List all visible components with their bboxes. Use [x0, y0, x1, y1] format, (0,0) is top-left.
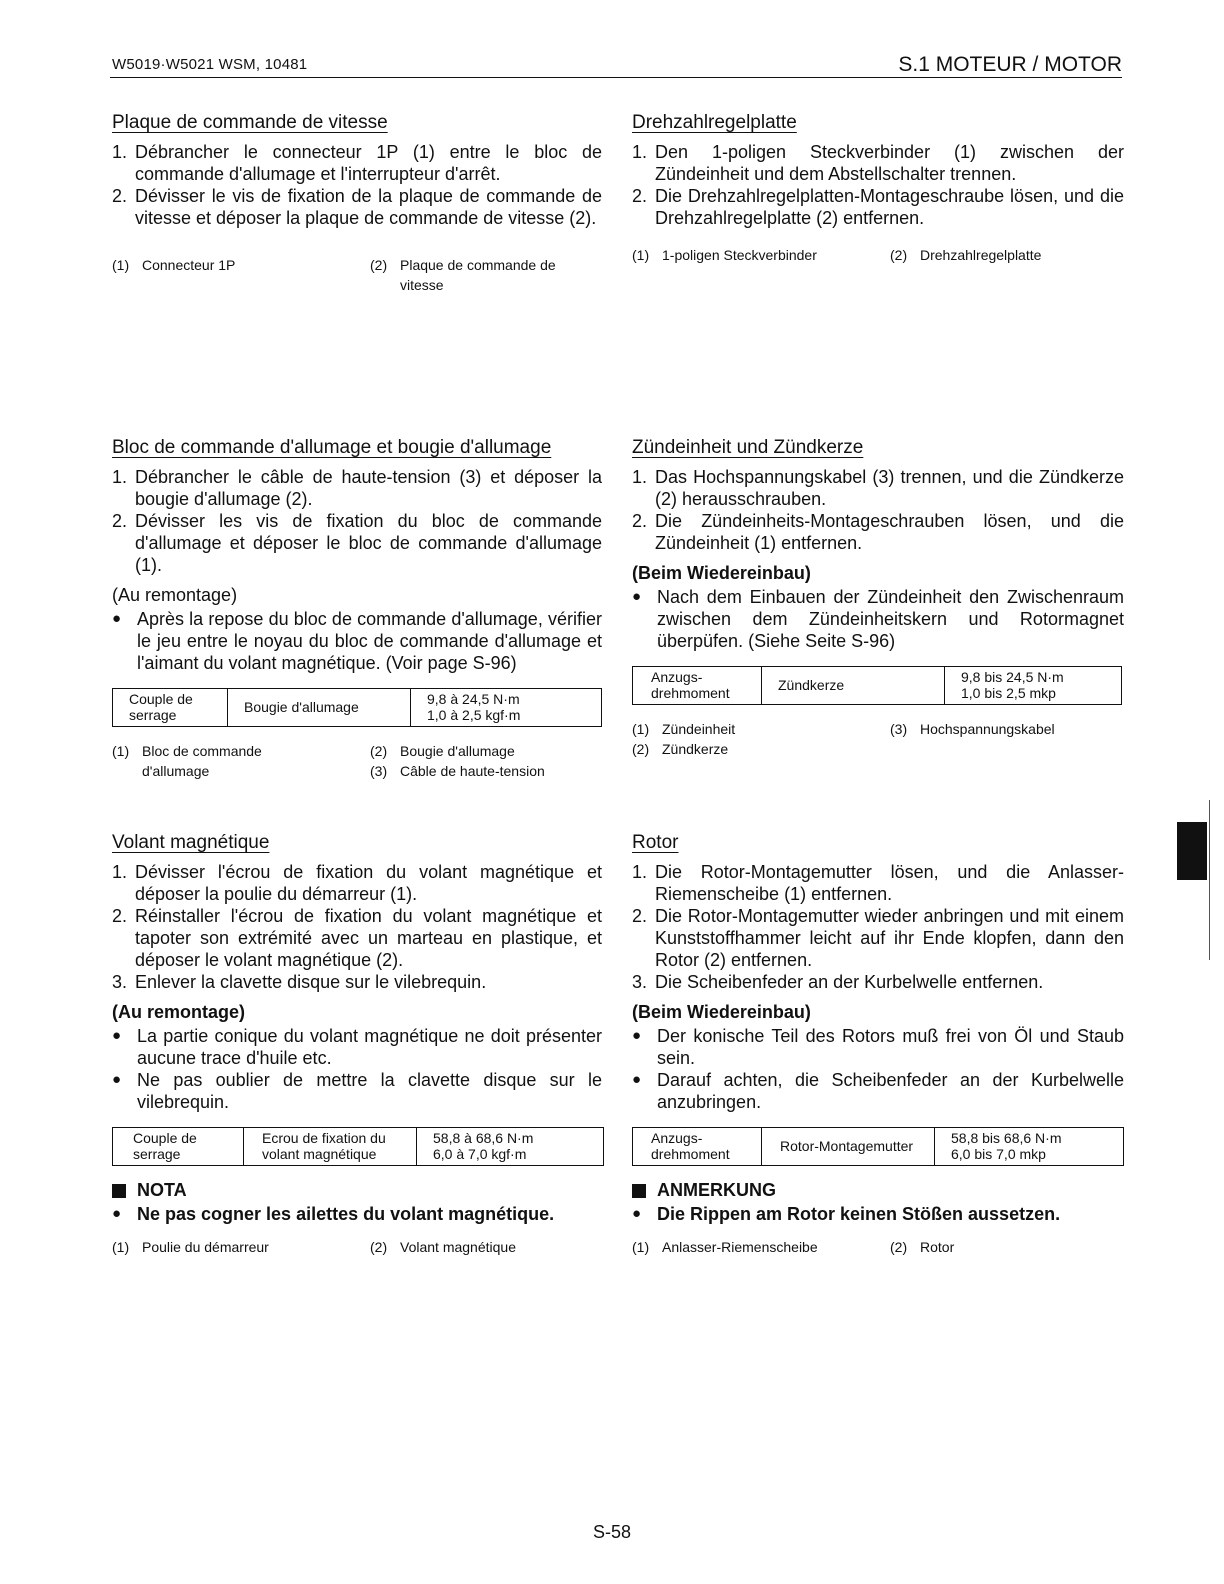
figure-captions: [112, 1237, 602, 1257]
step-number: 2.: [632, 906, 648, 926]
step-item: [632, 141, 1124, 185]
torque-label: Anzugs-drehmoment: [633, 1128, 762, 1166]
torque-values: [935, 1128, 1124, 1166]
caption-text: 1-poligen Steckverbinder: [662, 247, 817, 263]
section-heading: Volant magnétique: [112, 832, 270, 853]
torque-value-kgf: 1,0 à 2,5 kgf·m: [427, 707, 521, 723]
caption-text: Volant magnétique: [400, 1239, 516, 1255]
step-text: Das Hochspannungskabel (3) trennen, und die Zündkerze (2) herausschrauben.: [655, 467, 1124, 509]
step-number: 1.: [112, 142, 128, 162]
bullet-icon: ●: [112, 1027, 122, 1044]
note-title: ANMERKUNG: [657, 1180, 776, 1200]
note-text: Die Rippen am Rotor keinen Stößen aussetzen.: [657, 1204, 1061, 1224]
note-item: [632, 1203, 1124, 1225]
caption-number: (1): [112, 1239, 130, 1255]
reassembly-heading: (Au remontage): [112, 585, 238, 605]
header-rule: [110, 77, 1122, 78]
bullet-text: Ne pas oublier de mettre la clavette disque sur le vilebrequin.: [137, 1070, 602, 1112]
bullet-text: Nach dem Einbauen der Zündeinheit den Zwischenraum zwischen dem Zündeinheitskern und Rotormagnet überpüfen. (Siehe Seite S-96): [657, 587, 1124, 651]
caption-number: (1): [112, 743, 130, 759]
section-de-rotor: [632, 832, 1124, 1257]
step-item: [632, 971, 1124, 993]
caption-text: Câble de haute-tension: [400, 763, 545, 779]
bullet-icon: ●: [632, 1027, 642, 1044]
torque-table: [632, 666, 1122, 705]
bullet-item: [632, 1069, 1124, 1113]
torque-value-mkp: 6,0 bis 7,0 mkp: [951, 1146, 1046, 1162]
torque-value-nm: 58,8 à 68,6 N·m: [433, 1130, 534, 1146]
note-text: Ne pas cogner les ailettes du volant magnétique.: [137, 1204, 555, 1224]
step-text: Die Zündeinheits-Montageschrauben lösen, und die Zündeinheit (1) entfernen.: [655, 511, 1124, 553]
note-item: [112, 1203, 602, 1225]
torque-value-nm: 58,8 bis 68,6 N·m: [951, 1130, 1062, 1146]
step-text: Die Scheibenfeder an der Kurbelwelle entfernen.: [655, 972, 1044, 992]
step-text: Débrancher le câble de haute-tension (3) et déposer la bougie d'allumage (2).: [135, 467, 602, 509]
step-number: 2.: [632, 511, 648, 531]
caption-text: Drehzahlregelplatte: [920, 247, 1042, 263]
bullet-text: La partie conique du volant magnétique ne doit présenter aucune trace d'huile etc.: [137, 1026, 602, 1068]
caption-text: Zündkerze: [662, 741, 729, 757]
step-number: 1.: [632, 467, 648, 487]
note-heading: [112, 1180, 602, 1201]
bullet-icon: ●: [632, 588, 642, 605]
caption-number: (3): [370, 763, 388, 779]
step-item: [632, 466, 1124, 510]
step-number: 3.: [632, 972, 648, 992]
torque-item: Ecrou de fixation du volant magnétique: [244, 1128, 417, 1166]
torque-value-nm: 9,8 bis 24,5 N·m: [961, 669, 1064, 685]
bullet-icon: ●: [112, 1205, 122, 1222]
caption-number: (2): [890, 1239, 908, 1255]
note-heading: [632, 1180, 1124, 1201]
section-fr-speed-plate: [112, 112, 602, 295]
step-text: Den 1-poligen Steckverbinder (1) zwischen der Zündeinheit und dem Abstellschalter trennen.: [655, 142, 1124, 184]
torque-value-kgf: 6,0 à 7,0 kgf·m: [433, 1146, 527, 1162]
torque-table: [112, 688, 602, 727]
step-number: 2.: [112, 511, 128, 531]
bullet-text: Der konische Teil des Rotors muß frei von Öl und Staub sein.: [657, 1026, 1124, 1068]
section-thumb-tab: [1177, 822, 1207, 880]
doc-code: W5019·W5021 WSM, 10481: [112, 56, 308, 73]
caption-text: Rotor: [920, 1239, 955, 1255]
caption-text: Bloc de commande d'allumage: [142, 743, 262, 779]
torque-value-nm: 9,8 à 24,5 N·m: [427, 691, 520, 707]
step-text: Enlever la clavette disque sur le vilebrequin.: [135, 972, 487, 992]
caption-text: Bougie d'allumage: [400, 743, 515, 759]
step-number: 1.: [112, 862, 128, 882]
step-item: [112, 971, 602, 993]
torque-table: [632, 1127, 1124, 1166]
reassembly-heading: (Beim Wiedereinbau): [632, 1002, 811, 1022]
torque-values: [417, 1128, 604, 1166]
step-item: [112, 141, 602, 185]
torque-table: [112, 1127, 604, 1166]
step-text: Die Drehzahlregelplatten-Montageschraube lösen, und die Drehzahlregelplatte (2) entfernen.: [655, 186, 1124, 228]
bullet-item: [112, 608, 602, 674]
bullet-icon: ●: [112, 1071, 122, 1088]
caption-number: (1): [112, 257, 130, 273]
torque-value-mkp: 1,0 bis 2,5 mkp: [961, 685, 1056, 701]
step-item: [112, 185, 602, 229]
torque-item: Zündkerze: [762, 667, 945, 705]
torque-label: Couple de serrage: [113, 1128, 244, 1166]
step-number: 1.: [632, 142, 648, 162]
caption-text: Hochspannungskabel: [920, 721, 1055, 737]
step-item: [632, 905, 1124, 971]
step-number: 1.: [632, 862, 648, 882]
figure-captions: [632, 1237, 1124, 1257]
bullet-item: [112, 1069, 602, 1113]
caption-number: (1): [632, 247, 650, 263]
square-bullet-icon: [632, 1184, 646, 1198]
caption-text: Poulie du démarreur: [142, 1239, 269, 1255]
section-title: S.1 MOTEUR / MOTOR: [898, 53, 1122, 76]
step-item: [632, 185, 1124, 229]
step-item: [112, 510, 602, 576]
step-number: 2.: [112, 186, 128, 206]
step-number: 2.: [112, 906, 128, 926]
bullet-icon: ●: [632, 1205, 642, 1222]
step-text: Dévisser les vis de fixation du bloc de commande d'allumage et déposer le bloc de commande d'allumage (1).: [135, 511, 602, 575]
bullet-icon: ●: [632, 1071, 642, 1088]
step-text: Réinstaller l'écrou de fixation du volant magnétique et tapoter son extrémité avec un marteau en plastique, et déposer le volant magnétique (2).: [135, 906, 602, 970]
caption-number: (2): [890, 247, 908, 263]
section-heading: Bloc de commande d'allumage et bougie d'allumage: [112, 437, 552, 458]
caption-number: (1): [632, 721, 650, 737]
reassembly-heading: (Beim Wiedereinbau): [632, 563, 811, 583]
torque-label: Anzugs-drehmoment: [633, 667, 762, 705]
step-text: Die Rotor-Montagemutter lösen, und die Anlasser-Riemenscheibe (1) entfernen.: [655, 862, 1124, 904]
torque-label: Couple de serrage: [113, 689, 228, 727]
figure-captions: [632, 245, 1124, 265]
torque-item: Bougie d'allumage: [228, 689, 411, 727]
caption-text: Plaque de commande de vitesse: [400, 257, 556, 293]
step-item: [112, 861, 602, 905]
step-number: 3.: [112, 972, 128, 992]
caption-number: (3): [890, 721, 908, 737]
section-de-speed-plate: [632, 112, 1124, 265]
figure-captions: [112, 741, 602, 781]
caption-number: (2): [370, 1239, 388, 1255]
step-text: Die Rotor-Montagemutter wieder anbringen und mit einem Kunststoffhammer leicht auf ihr Ende klopfen, dann den Rotor (2) entfernen.: [655, 906, 1124, 970]
section-heading: Drehzahlregelplatte: [632, 112, 797, 133]
note-title: NOTA: [137, 1180, 187, 1200]
step-item: [632, 510, 1124, 554]
caption-number: (2): [370, 743, 388, 759]
section-heading: Rotor: [632, 832, 679, 853]
torque-item: Rotor-Montagemutter: [762, 1128, 935, 1166]
figure-captions: [632, 719, 1124, 759]
step-item: [632, 861, 1124, 905]
figure-captions: [112, 255, 602, 295]
bullet-item: [112, 1025, 602, 1069]
step-text: Débrancher le connecteur 1P (1) entre le bloc de commande d'allumage et l'interrupteur d'arrêt.: [135, 142, 602, 184]
step-number: 1.: [112, 467, 128, 487]
margin-line: [1209, 800, 1210, 960]
bullet-text: Après la repose du bloc de commande d'allumage, vérifier le jeu entre le noyau du bloc de commande d'allumage et l'aimant du volant magnétique. (Voir page S-96): [137, 609, 602, 673]
section-heading: Plaque de commande de vitesse: [112, 112, 388, 133]
bullet-text: Darauf achten, die Scheibenfeder an der Kurbelwelle anzubringen.: [657, 1070, 1124, 1112]
section-fr-flywheel: [112, 832, 602, 1257]
reassembly-heading: (Au remontage): [112, 1002, 246, 1022]
step-text: Dévisser l'écrou de fixation du volant magnétique et déposer la poulie du démarreur (1).: [135, 862, 602, 904]
step-text: Dévisser le vis de fixation de la plaque de commande de vitesse et déposer la plaque de commande de vitesse (2).: [135, 186, 602, 228]
step-item: [112, 905, 602, 971]
section-fr-ignition: [112, 437, 602, 781]
square-bullet-icon: [112, 1184, 126, 1198]
torque-values: [945, 667, 1122, 705]
torque-values: [411, 689, 602, 727]
caption-number: (2): [632, 741, 650, 757]
caption-text: Zündeinheit: [662, 721, 736, 737]
caption-text: Anlasser-Riemenscheibe: [662, 1239, 818, 1255]
caption-text: Connecteur 1P: [142, 257, 236, 273]
bullet-item: [632, 586, 1124, 652]
bullet-item: [632, 1025, 1124, 1069]
bullet-icon: ●: [112, 610, 122, 627]
caption-number: (2): [370, 257, 388, 273]
section-heading: Zündeinheit und Zündkerze: [632, 437, 864, 458]
step-number: 2.: [632, 186, 648, 206]
page-number: S-58: [592, 1522, 632, 1542]
step-item: [112, 466, 602, 510]
caption-number: (1): [632, 1239, 650, 1255]
section-de-ignition: [632, 437, 1124, 759]
